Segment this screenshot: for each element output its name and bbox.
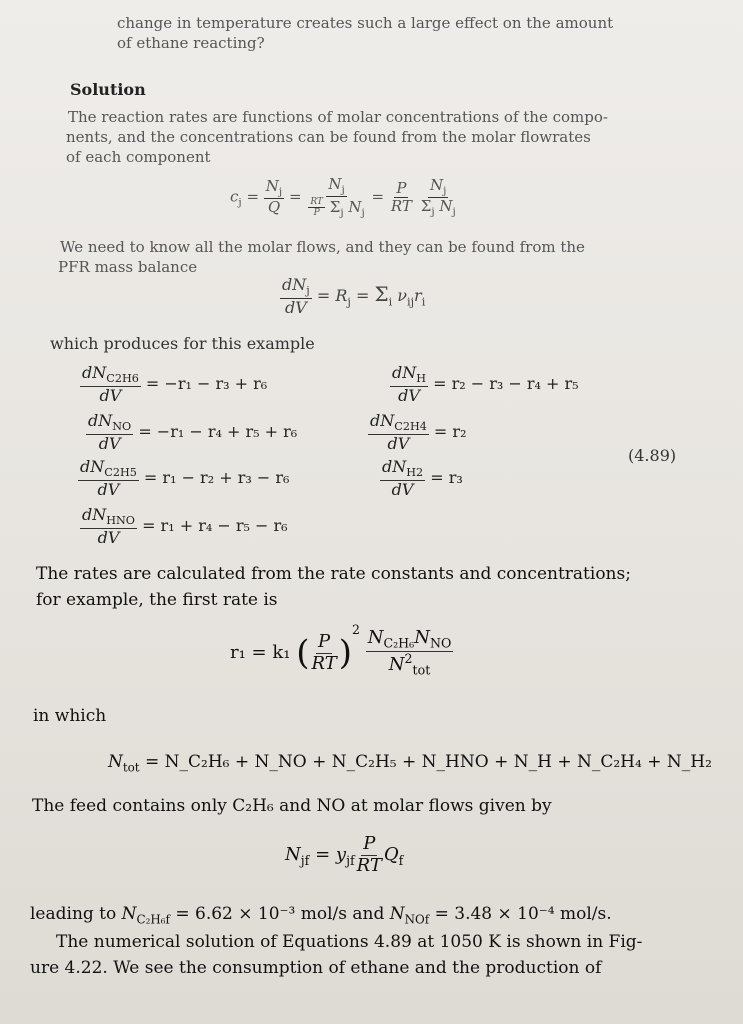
intro-line-2: of ethane reacting? (117, 34, 265, 52)
rates-text-line-1: The rates are calculated from the rate constants and concentrations; (36, 564, 631, 584)
in-which-text: in which (33, 706, 107, 726)
balance-intro-line-2: PFR mass balance (58, 258, 198, 276)
leading-line-3: ure 4.22. We see the consumption of ethane and the production of (30, 958, 602, 978)
concentration-equation: $c_j$ = $\frac{N_j}{Q}$ = $N_j$ $\frac{RT}{P}$ $\Sigma_j$ $N_j$ = $\frac{P}{RT}$ $\frac{N_j}{\Sigma_j N_j}$ (230, 175, 456, 219)
system-eq-7: $\frac{dN_{HNO}}{dV}$ = r₁ + r₄ − r₅ − r₆ (82, 505, 288, 548)
system-eq-5: $\frac{dN_{C2H5}}{dV}$ = r₁ − r₂ + r₃ − r₆ (80, 457, 290, 500)
leading-line-1: leading to $N_{C_2H_6f} = 6.62 \times 10^{-3}$ mol/s and $N_{NOf} = 3.48 \times 10^{-4}$ mol/s. (30, 904, 612, 927)
system-eq-1: $\frac{dN_{C2H6}}{dV}$ = −r₁ − r₃ + r₆ (82, 363, 268, 406)
ntot-equation: $N_{tot}$ = N_C₂H₆ + N_NO + N_C₂H₅ + N_HNO + N_H + N_C₂H₄ + N_H₂ (108, 752, 712, 775)
rate-equation: r₁ = k₁ ( $\frac{P}{RT}$ )$^2$ $\frac{N_{C_2H_6}N_{NO}}{N^2_{tot}}$ (230, 622, 452, 678)
produces-text: which produces for this example (50, 334, 315, 353)
solution-line-2: nents, and the concentrations can be found from the molar flowrates (66, 128, 591, 146)
solution-line-1: The reaction rates are functions of molar concentrations of the compo- (68, 108, 608, 126)
system-eq-4: $\frac{dN_{C2H4}}{dV}$ = r₂ (370, 411, 467, 454)
feed-equation: $N_{jf} = y_{jf}$ $\frac{P}{RT}$ $Q_f$ (285, 833, 404, 876)
leading-line-2: The numerical solution of Equations 4.89 at 1050 K is shown in Fig- (56, 932, 643, 952)
equation-number: (4.89) (628, 446, 677, 465)
solution-line-3: of each component (66, 148, 211, 166)
system-eq-6: $\frac{dN_{H2}}{dV}$ = r₃ (382, 457, 463, 500)
intro-line-1: change in temperature creates such a large effect on the amount (117, 14, 614, 32)
solution-heading: Solution (70, 80, 146, 99)
system-eq-2: $\frac{dN_H}{dV}$ = r₂ − r₃ − r₄ + r₅ (392, 363, 579, 406)
system-eq-3: $\frac{dN_{NO}}{dV}$ = −r₁ − r₄ + r₅ + r₆ (88, 411, 298, 454)
feed-text: The feed contains only C₂H₆ and NO at molar flows given by (32, 796, 552, 816)
balance-intro-line-1: We need to know all the molar flows, and they can be found from the (60, 238, 585, 256)
balance-equation: $\frac{dN_j}{dV}$ = $R_j = \Sigma_i$ $\nu_{ij}r_i$ (282, 275, 426, 318)
rates-text-line-2: for example, the first rate is (36, 590, 278, 610)
